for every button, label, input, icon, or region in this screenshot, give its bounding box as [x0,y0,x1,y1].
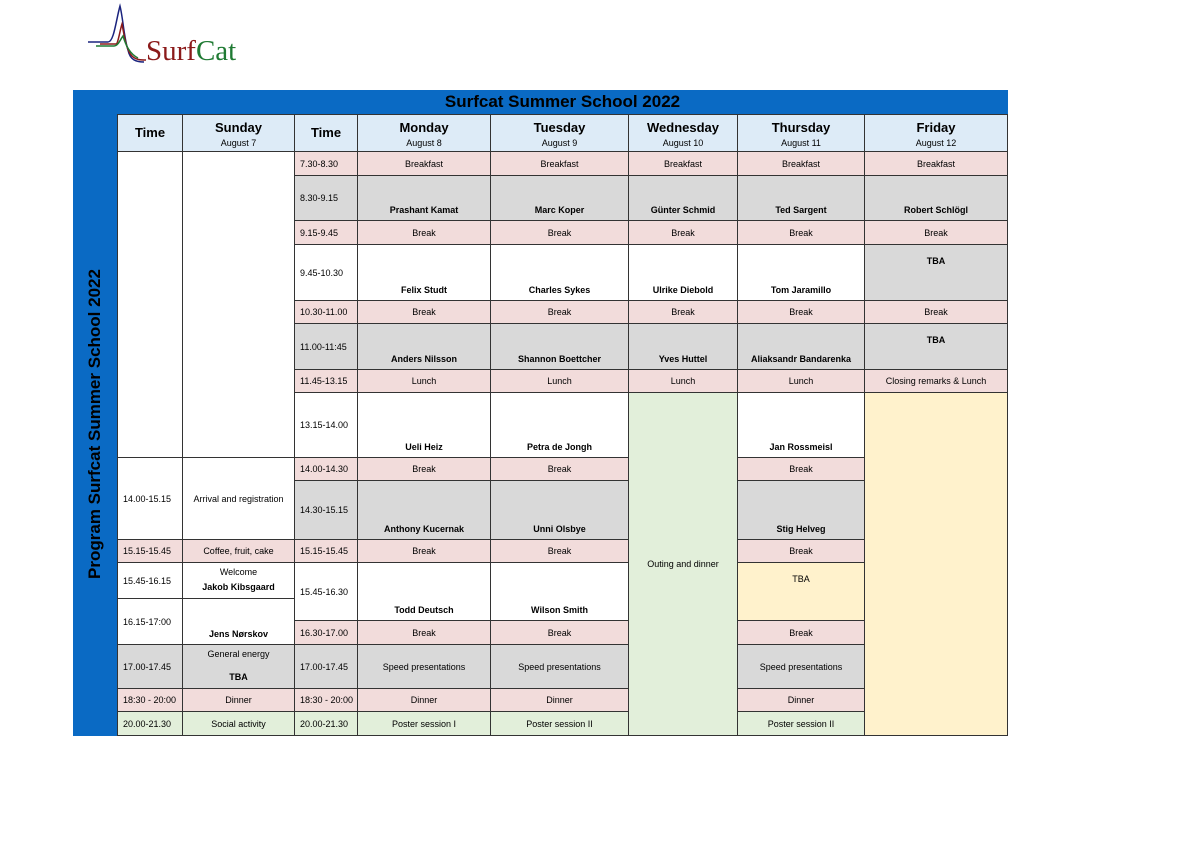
tba-label: TBA [926,335,946,345]
tuesday-talk [490,562,629,621]
tuesday-talk [490,323,629,370]
thursday-talk [737,480,865,540]
friday-free-block [864,392,1008,736]
sunday-time-cell: 15.15-15.45 [117,539,183,563]
time-cell: 11.00-11:45 [294,323,358,370]
header-time-week [294,114,358,152]
welcome-speaker: Jakob Kibsgaard [202,582,275,592]
friday-closing: Closing remarks & Lunch [864,369,1008,393]
tuesday-talk [490,480,629,540]
speaker-name: Petra de Jongh [526,442,592,452]
monday-break: Break [357,300,491,324]
sunday-dinner: Dinner [182,688,295,712]
side-label [73,113,117,735]
sunday-time-cell: 20.00-21.30 [117,711,183,736]
time-cell: 20.00-21.30 [294,711,358,736]
speaker-name: Charles Sykes [528,285,591,295]
time-cell: 14.30-15.15 [294,480,358,540]
friday-break: Break [864,300,1008,324]
speaker-name: Unni Olsbye [533,524,586,534]
thursday-talk [737,244,865,301]
time-cell: 11.45-13.15 [294,369,358,393]
header-friday [864,114,1008,152]
speaker-name: Ted Sargent [775,205,827,215]
day-date: August 11 [781,138,821,148]
tuesday-break: Break [490,457,629,481]
day-name: Monday [399,120,449,135]
speaker-name: Robert Schlögl [903,205,968,215]
sunday-general-energy [182,644,295,689]
header-time-sunday [117,114,183,152]
monday-break: Break [357,457,491,481]
side-label-text: Program Surfcat Summer School 2022 [85,269,105,579]
header-sunday [182,114,295,152]
thursday-break: Break [737,539,865,563]
header-tuesday [490,114,629,152]
friday-tba [864,244,1008,301]
time-cell: 15.15-15.45 [294,539,358,563]
tuesday-talk [490,175,629,221]
speaker-name: Günter Schmid [650,205,716,215]
wednesday-talk [628,323,738,370]
wednesday-breakfast: Breakfast [628,151,738,176]
day-date: August 12 [915,138,957,148]
speaker-name: Todd Deutsch [394,605,454,615]
speaker-name: Jens Nørskov [208,629,269,639]
thursday-tba: TBA [737,562,865,621]
sunday-social: Social activity [182,711,295,736]
tuesday-dinner: Dinner [490,688,629,712]
sunday-coffee: Coffee, fruit, cake [182,539,295,563]
wednesday-lunch: Lunch [628,369,738,393]
logo-text-surf: Surf [146,35,196,67]
speaker-name: Felix Studt [400,285,447,295]
welcome-label: Welcome [219,567,258,577]
speaker-name: Prashant Kamat [389,205,459,215]
day-date: August 10 [662,138,704,148]
speaker-name: Tom Jaramillo [770,285,832,295]
speaker-name: Wilson Smith [531,605,588,615]
tba-label: TBA [926,256,946,266]
thursday-poster-session: Poster session II [737,711,865,736]
friday-breakfast: Breakfast [864,151,1008,176]
thursday-break: Break [737,220,865,245]
tuesday-breakfast: Breakfast [490,151,629,176]
tuesday-lunch: Lunch [490,369,629,393]
speaker-name: Shannon Boettcher [517,354,601,364]
time-cell: 9.15-9.45 [294,220,358,245]
thursday-speed-presentations: Speed presentations [737,644,865,689]
wednesday-break: Break [628,220,738,245]
tuesday-poster-session: Poster session II [490,711,629,736]
header-monday [357,114,491,152]
sunday-empty [182,151,295,458]
header-time-label: Time [134,125,166,140]
sunday-time-cell: 15.45-16.15 [117,562,183,599]
monday-break: Break [357,539,491,563]
speaker-name: Anthony Kucernak [383,524,464,534]
thursday-break: Break [737,300,865,324]
wednesday-break: Break [628,300,738,324]
time-cell: 13.15-14.00 [294,392,358,458]
speaker-name: Jan Rossmeisl [769,442,833,452]
monday-talk [357,175,491,221]
day-name: Tuesday [533,120,586,135]
tuesday-talk [490,392,629,458]
header-thursday [737,114,865,152]
monday-lunch: Lunch [357,369,491,393]
friday-talk [864,175,1008,221]
logo-text-cat: Cat [195,35,237,67]
time-cell: 10.30-11.00 [294,300,358,324]
day-name: Wednesday [646,120,719,135]
tuesday-speed-presentations: Speed presentations [490,644,629,689]
time-cell: 18:30 - 20:00 [294,688,358,712]
speaker-name: Anders Nilsson [390,354,457,364]
sunday-time-empty [117,151,183,458]
day-name: Sunday [215,120,262,135]
day-date: August 9 [541,138,578,148]
thursday-talk [737,392,865,458]
tuesday-break: Break [490,539,629,563]
time-cell: 8.30-9.15 [294,175,358,221]
program-title: Surfcat Summer School 2022 [444,92,681,111]
sunday-arrival: Arrival and registration [182,457,295,540]
general-energy-speaker: TBA [229,672,248,682]
monday-talk [357,392,491,458]
thursday-lunch: Lunch [737,369,865,393]
speaker-name: Marc Koper [534,205,585,215]
monday-poster-session: Poster session I [357,711,491,736]
sunday-talk [182,598,295,645]
time-cell: 9.45-10.30 [294,244,358,301]
monday-breakfast: Breakfast [357,151,491,176]
tuesday-talk [490,244,629,301]
sunday-time-cell: 16.15-17:00 [117,598,183,645]
header-time-label: Time [310,125,342,140]
sunday-welcome [182,562,295,599]
header-wednesday [628,114,738,152]
sunday-time-cell: 18:30 - 20:00 [117,688,183,712]
thursday-talk [737,323,865,370]
general-energy-label: General energy [207,649,270,659]
monday-talk [357,244,491,301]
monday-break: Break [357,220,491,245]
day-date: August 8 [406,138,442,148]
time-cell: 17.00-17.45 [294,644,358,689]
speaker-name: Ueli Heiz [405,442,443,452]
monday-dinner: Dinner [357,688,491,712]
friday-break: Break [864,220,1008,245]
wednesday-talk [628,175,738,221]
speaker-name: Stig Helveg [776,524,826,534]
friday-tba [864,323,1008,370]
speaker-name: Yves Huttel [658,354,708,364]
tuesday-break: Break [490,220,629,245]
wednesday-talk [628,244,738,301]
surfcat-logo [86,0,266,70]
monday-break: Break [357,620,491,645]
thursday-break: Break [737,620,865,645]
day-name: Thursday [771,120,831,135]
thursday-talk [737,175,865,221]
monday-talk [357,480,491,540]
monday-talk [357,562,491,621]
thursday-break: Break [737,457,865,481]
time-cell: 14.00-14.30 [294,457,358,481]
sunday-time-cell: 17.00-17.45 [117,644,183,689]
day-name: Friday [916,120,956,135]
monday-speed-presentations: Speed presentations [357,644,491,689]
sunday-time-cell: 14.00-15.15 [117,457,183,540]
time-cell: 7.30-8.30 [294,151,358,176]
tuesday-break: Break [490,300,629,324]
thursday-breakfast: Breakfast [737,151,865,176]
time-cell: 15.45-16.30 [294,562,358,621]
monday-talk [357,323,491,370]
speaker-name: Ulrike Diebold [652,285,714,295]
tuesday-break: Break [490,620,629,645]
speaker-name: Aliaksandr Bandarenka [750,354,852,364]
wednesday-outing: Outing and dinner [628,392,738,736]
thursday-dinner: Dinner [737,688,865,712]
day-date: August 7 [220,138,257,148]
logo-text [146,34,236,68]
time-cell: 16.30-17.00 [294,620,358,645]
